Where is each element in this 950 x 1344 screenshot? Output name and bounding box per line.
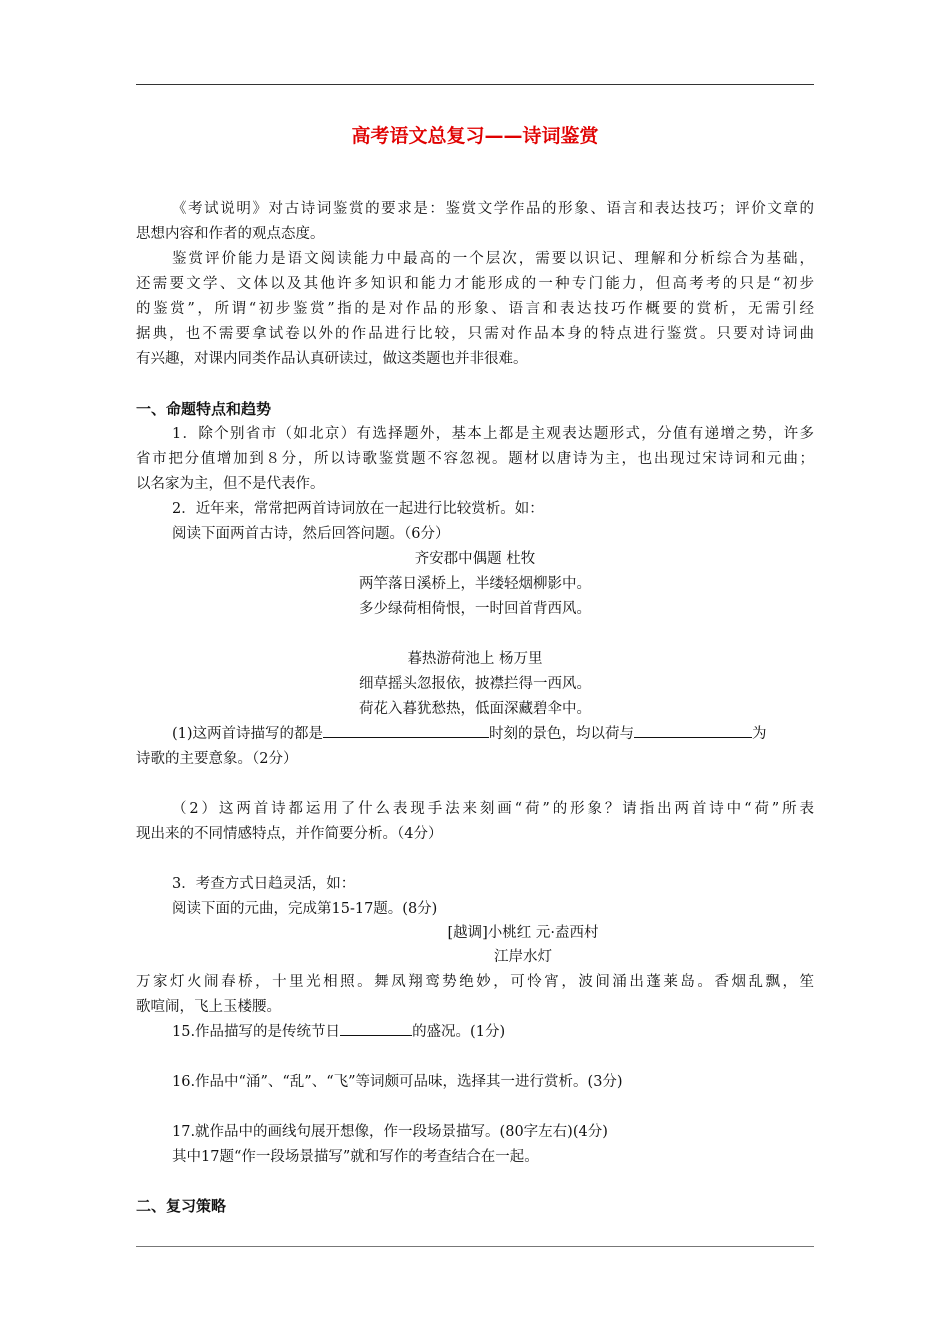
intro-p2-line4: 据典，也不需要拿试卷以外的作品进行比较，只需对作品本身的特点进行鉴赏。只要对诗词曲	[136, 326, 814, 342]
question1-line2: 诗歌的主要意象。（2分）	[136, 751, 298, 767]
item1-line1: 1．除个别省市（如北京）有选择题外，基本上都是主观表达题形式，分值有递增之势，许多	[172, 426, 814, 442]
question1-text-a: (1)这两首诗描写的都是	[172, 726, 324, 742]
answer-blank[interactable]	[323, 723, 489, 738]
intro-p2-line5: 有兴趣，对课内同类作品认真研读过，做这类题也并非很难。	[136, 351, 528, 367]
question17: 17.就作品中的画线句展开想像，作一段场景描写。(80字左右)(4分)	[172, 1124, 608, 1140]
section2-heading: 二、复习策略	[136, 1197, 227, 1215]
question1-text-c: 为	[752, 726, 767, 742]
question1-text-b: 时刻的景色，均以荷与	[489, 726, 635, 742]
song-line1: 万家灯火闹春桥，十里光相照。舞凤翔鸾势绝妙，可怜宵，波间涌出蓬莱岛。香烟乱飘，笙	[136, 974, 814, 990]
document-title: 高考语文总复习——诗词鉴赏	[351, 125, 599, 147]
intro-p1-line2: 思想内容和作者的观点态度。	[136, 226, 325, 242]
answer-blank[interactable]	[634, 723, 752, 738]
question16: 16.作品中“涌”、“乱”、“飞”等词颇可品味，选择其一进行赏析。(3分)	[172, 1074, 623, 1090]
question15	[172, 1021, 814, 1043]
poem2-line2: 荷花入暮犹愁热，低面深藏碧伞中。	[359, 701, 591, 717]
footer-rule	[136, 1246, 814, 1247]
question2-line2: 现出来的不同情感特点，并作简要分析。（4分）	[136, 826, 443, 842]
question1-line1	[172, 723, 814, 745]
intro-p2-line3: 的鉴赏”，所谓“初步鉴赏”指的是对作品的形象、语言和表达技巧作概要的赏析，无需引经	[136, 301, 814, 317]
poem2-title: 暮热游荷池上 杨万里	[407, 651, 543, 667]
question15-text-b: 的盛况。(1分)	[412, 1024, 506, 1040]
poem2-line1: 细草摇头忽报依，披襟拦得一西风。	[359, 676, 591, 692]
item1-line3: 以名家为主，但不是代表作。	[136, 476, 325, 492]
song-subtitle: 江岸水灯	[494, 949, 552, 965]
intro-p2-line2: 还需要文学、文体以及其他许多知识和能力才能形成的一种专门能力，但高考考的只是“初步	[136, 276, 814, 292]
poem1-line2: 多少绿荷相倚恨，一时回首背西风。	[359, 601, 591, 617]
question2-line1: （2）这两首诗都运用了什么表现手法来刻画“荷”的形象？请指出两首诗中“荷”所表	[172, 801, 814, 817]
answer-blank[interactable]	[340, 1021, 412, 1036]
item2-line1: 2．近年来，常常把两首诗词放在一起进行比较赏析。如：	[172, 501, 544, 517]
item2-line2: 阅读下面两首古诗，然后回答问题。（6分）	[172, 526, 450, 542]
song-title: [越调]小桃红 元·盍西村	[447, 925, 599, 941]
intro-p1-line1: 《考试说明》对古诗词鉴赏的要求是：鉴赏文学作品的形象、语言和表达技巧；评价文章的	[172, 201, 814, 217]
header-rule	[136, 84, 814, 85]
question17-note: 其中17题“作一段场景描写”就和写作的考查结合在一起。	[172, 1149, 539, 1165]
question15-text-a: 15.作品描写的是传统节日	[172, 1024, 341, 1040]
intro-p2-line1: 鉴赏评价能力是语文阅读能力中最高的一个层次，需要以识记、理解和分析综合为基础，	[172, 251, 814, 267]
poem1-title: 齐安郡中偶题 杜牧	[414, 551, 536, 567]
item3-line1: 3．考查方式日趋灵活，如：	[172, 876, 356, 892]
poem1-line1: 两竿落日溪桥上，半缕轻烟柳影中。	[359, 576, 591, 592]
item1-line2: 省市把分值增加到８分，所以诗歌鉴赏题不容忽视。题材以唐诗为主，也出现过宋诗词和元曲；	[136, 451, 814, 467]
song-line2: 歌喧闹，飞上玉楼腰。	[136, 999, 281, 1015]
item3-line2: 阅读下面的元曲，完成第15-17题。(8分)	[172, 901, 438, 917]
section1-heading: 一、命题特点和趋势	[136, 400, 272, 418]
